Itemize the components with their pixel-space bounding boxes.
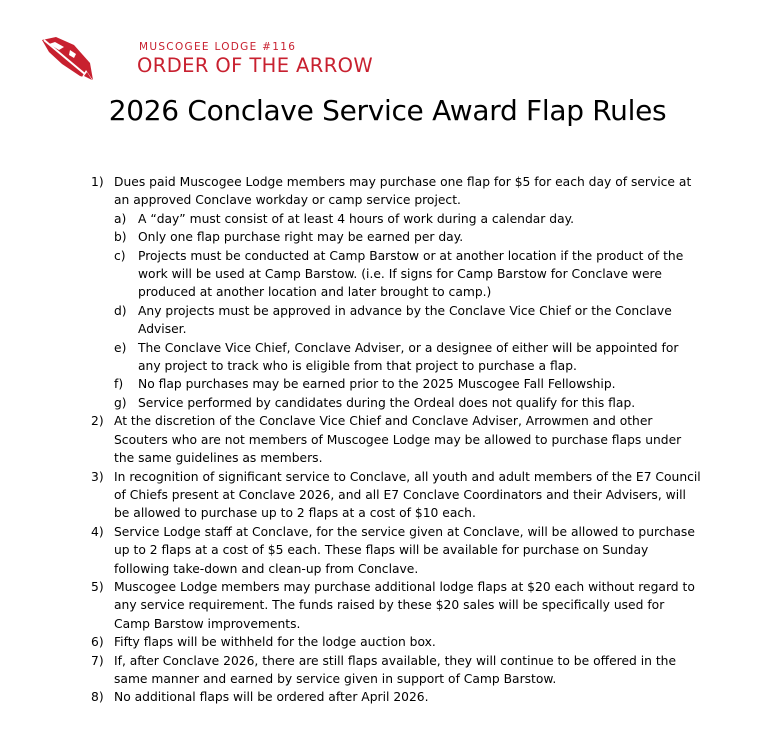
sub-rule-letter: a) — [114, 211, 127, 226]
rule-text: Fifty flaps will be withheld for the lodge auction box. — [114, 635, 436, 650]
rule-item — [83, 523, 703, 578]
rule-number: 8) — [91, 690, 104, 705]
rule-item — [83, 468, 703, 523]
rule-text: Service Lodge staff at Conclave, for the service given at Conclave, will be allowed to purchase up to 2 flaps at a cost of $5 each. These flaps will be available for purchase on Sunday following take-down and clean-up from Conclave. — [114, 524, 695, 576]
sub-rule-letter: e) — [114, 340, 127, 355]
sub-rule-text: Only one flap purchase right may be earned per day. — [138, 230, 464, 245]
sub-rule-text: The Conclave Vice Chief, Conclave Adviser, or a designee of either will be appointed for any project to track who is eligible from that project to purchase a flap. — [138, 340, 679, 374]
order-of-the-arrow-logo — [40, 36, 374, 86]
sub-rule-item — [114, 210, 703, 228]
rule-number: 7) — [91, 653, 104, 668]
sub-rule-item — [114, 394, 703, 412]
sub-rule-letter: b) — [114, 230, 127, 245]
rule-text: At the discretion of the Conclave Vice Chief and Conclave Adviser, Arrowmen and other Scouters who are not members of Muscogee Lodge may be allowed to purchase flaps under the same guidelines as members. — [114, 414, 682, 466]
sub-rule-item — [114, 375, 703, 393]
lodge-name: MUSCOGEE LODGE #116 — [139, 41, 297, 53]
sub-rule-item — [114, 228, 703, 246]
rule-text: No additional flaps will be ordered after April 2026. — [114, 690, 429, 705]
sub-rule-text: No flap purchases may be earned prior to the 2025 Muscogee Fall Fellowship. — [138, 377, 616, 392]
sub-rule-item — [114, 247, 703, 302]
rule-item — [83, 578, 703, 633]
sub-rule-letter: g) — [114, 395, 127, 410]
sub-rule-letter: d) — [114, 303, 127, 318]
rule-number: 3) — [91, 469, 104, 484]
rule-text: If, after Conclave 2026, there are still flaps available, they will continue to be offered in the same manner and earned by service given in support of Camp Barstow. — [114, 653, 677, 686]
sub-rule-text: Projects must be conducted at Camp Barstow or at another location if the product of the work will be used at Camp Barstow. (i.e. If signs for Camp Barstow for Conclave were produced at another location and later brought to camp.) — [138, 248, 684, 300]
rule-number: 6) — [91, 635, 104, 650]
rule-item — [83, 173, 703, 412]
rule-number: 5) — [91, 579, 104, 594]
rule-number: 1) — [91, 175, 104, 189]
organization-name: ORDER OF THE ARROW — [137, 54, 374, 77]
sub-rule-item — [114, 302, 703, 339]
sub-rule-letter: f) — [114, 377, 124, 392]
sub-rule-text: A “day” must consist of at least 4 hours of work during a calendar day. — [138, 211, 575, 226]
rule-number: 4) — [91, 524, 104, 539]
rule-item — [83, 688, 703, 706]
sub-rules-list — [114, 210, 703, 412]
rule-text: Muscogee Lodge members may purchase additional lodge flaps at $20 each without regard to any service requirement. The funds raised by these $20 sales will be specifically used for Camp Barstow improvements. — [114, 579, 695, 631]
sub-rule-text: Any projects must be approved in advance by the Conclave Vice Chief or the Conclave Adviser. — [138, 303, 672, 337]
rules-list — [83, 173, 703, 707]
rule-text: In recognition of significant service to Conclave, all youth and adult members of the E7 Council of Chiefs present at Conclave 2026, and all E7 Conclave Coordinators and their Advisers, will be allowed to purchase up to 2 flaps at a cost of $10 each. — [114, 469, 701, 521]
sub-rule-item — [114, 339, 703, 376]
rule-item — [83, 652, 703, 689]
rule-text: Dues paid Muscogee Lodge members may purchase one flap for $5 for each day of service at an approved Conclave workday or camp service project. — [114, 175, 692, 208]
page-title: 2026 Conclave Service Award Flap Rules — [108, 94, 667, 127]
sub-rule-letter: c) — [114, 248, 126, 263]
arrowhead-arrow-icon — [40, 36, 96, 84]
rule-item — [83, 412, 703, 467]
sub-rule-text: Service performed by candidates during the Ordeal does not qualify for this flap. — [138, 395, 636, 410]
rule-number: 2) — [91, 414, 104, 429]
rule-item — [83, 633, 703, 651]
